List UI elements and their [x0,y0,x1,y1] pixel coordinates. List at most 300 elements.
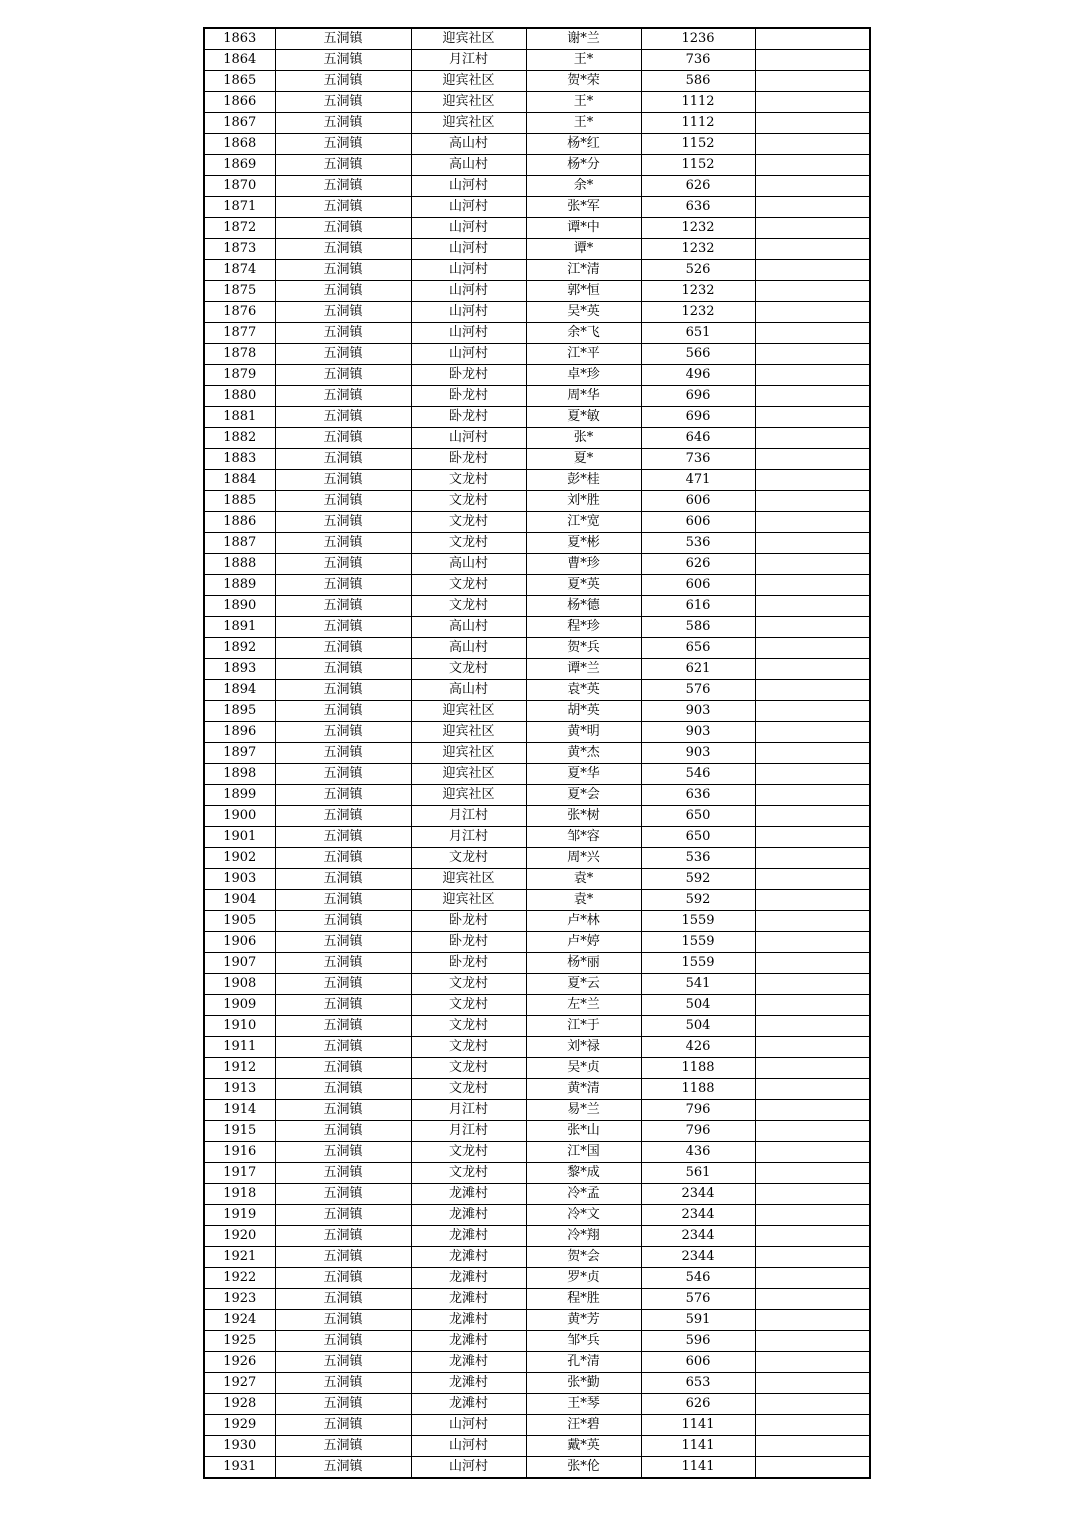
table-row [204,596,870,617]
note-cell [755,323,870,344]
serial-number-cell: 1900 [204,806,275,827]
village-cell: 山河村 [411,1436,526,1457]
village-cell: 迎宾社区 [411,701,526,722]
serial-number-cell: 1887 [204,533,275,554]
town-cell: 五洞镇 [275,1100,411,1121]
serial-number-cell: 1873 [204,239,275,260]
table-row [204,575,870,596]
table-row [204,1121,870,1142]
name-cell: 夏*英 [526,575,641,596]
village-cell: 龙滩村 [411,1352,526,1373]
note-cell [755,1016,870,1037]
serial-number-cell: 1902 [204,848,275,869]
note-cell [755,1247,870,1268]
town-cell: 五洞镇 [275,1184,411,1205]
name-cell: 戴*英 [526,1436,641,1457]
name-cell: 谭*中 [526,218,641,239]
note-cell [755,890,870,911]
village-cell: 迎宾社区 [411,92,526,113]
serial-number-cell: 1886 [204,512,275,533]
amount-cell: 621 [641,659,755,680]
village-cell: 文龙村 [411,1037,526,1058]
name-cell: 杨*红 [526,134,641,155]
town-cell: 五洞镇 [275,932,411,953]
table-row [204,827,870,848]
serial-number-cell: 1904 [204,890,275,911]
name-cell: 黄*清 [526,1079,641,1100]
town-cell: 五洞镇 [275,701,411,722]
amount-cell: 561 [641,1163,755,1184]
serial-number-cell: 1865 [204,71,275,92]
note-cell [755,785,870,806]
note-cell [755,1058,870,1079]
town-cell: 五洞镇 [275,680,411,701]
town-cell: 五洞镇 [275,743,411,764]
amount-cell: 903 [641,743,755,764]
village-cell: 文龙村 [411,470,526,491]
table-row [204,323,870,344]
serial-number-cell: 1929 [204,1415,275,1436]
town-cell: 五洞镇 [275,428,411,449]
town-cell: 五洞镇 [275,617,411,638]
serial-number-cell: 1890 [204,596,275,617]
town-cell: 五洞镇 [275,785,411,806]
amount-cell: 626 [641,554,755,575]
amount-cell: 653 [641,1373,755,1394]
amount-cell: 596 [641,1331,755,1352]
name-cell: 王*琴 [526,1394,641,1415]
town-cell: 五洞镇 [275,764,411,785]
amount-cell: 536 [641,848,755,869]
village-cell: 高山村 [411,638,526,659]
amount-cell: 586 [641,71,755,92]
amount-cell: 576 [641,680,755,701]
town-cell: 五洞镇 [275,638,411,659]
village-cell: 高山村 [411,134,526,155]
name-cell: 邹*容 [526,827,641,848]
village-cell: 山河村 [411,1415,526,1436]
note-cell [755,344,870,365]
village-cell: 迎宾社区 [411,743,526,764]
village-cell: 文龙村 [411,575,526,596]
table-body [204,28,870,1478]
amount-cell: 696 [641,407,755,428]
note-cell [755,218,870,239]
name-cell: 曹*珍 [526,554,641,575]
town-cell: 五洞镇 [275,281,411,302]
table-row [204,71,870,92]
table-row [204,974,870,995]
amount-cell: 1188 [641,1079,755,1100]
table-row [204,365,870,386]
village-cell: 文龙村 [411,1058,526,1079]
village-cell: 龙滩村 [411,1394,526,1415]
table-row [204,1436,870,1457]
note-cell [755,974,870,995]
town-cell: 五洞镇 [275,1247,411,1268]
town-cell: 五洞镇 [275,659,411,680]
town-cell: 五洞镇 [275,218,411,239]
amount-cell: 1188 [641,1058,755,1079]
serial-number-cell: 1916 [204,1142,275,1163]
name-cell: 袁* [526,869,641,890]
table-row [204,806,870,827]
amount-cell: 616 [641,596,755,617]
note-cell [755,407,870,428]
note-cell [755,617,870,638]
amount-cell: 903 [641,722,755,743]
village-cell: 山河村 [411,302,526,323]
village-cell: 山河村 [411,281,526,302]
note-cell [755,197,870,218]
village-cell: 文龙村 [411,974,526,995]
note-cell [755,638,870,659]
town-cell: 五洞镇 [275,1205,411,1226]
amount-cell: 650 [641,806,755,827]
town-cell: 五洞镇 [275,365,411,386]
name-cell: 张* [526,428,641,449]
town-cell: 五洞镇 [275,806,411,827]
amount-cell: 496 [641,365,755,386]
village-cell: 文龙村 [411,512,526,533]
serial-number-cell: 1883 [204,449,275,470]
village-cell: 文龙村 [411,659,526,680]
table-row [204,449,870,470]
village-cell: 龙滩村 [411,1184,526,1205]
village-cell: 迎宾社区 [411,71,526,92]
amount-cell: 526 [641,260,755,281]
town-cell: 五洞镇 [275,554,411,575]
amount-cell: 536 [641,533,755,554]
serial-number-cell: 1927 [204,1373,275,1394]
serial-number-cell: 1885 [204,491,275,512]
serial-number-cell: 1918 [204,1184,275,1205]
note-cell [755,1331,870,1352]
town-cell: 五洞镇 [275,1373,411,1394]
table-row [204,260,870,281]
table-row [204,176,870,197]
serial-number-cell: 1884 [204,470,275,491]
table-row [204,491,870,512]
note-cell [755,176,870,197]
serial-number-cell: 1920 [204,1226,275,1247]
name-cell: 余*飞 [526,323,641,344]
note-cell [755,1289,870,1310]
serial-number-cell: 1870 [204,176,275,197]
village-cell: 月江村 [411,827,526,848]
amount-cell: 1141 [641,1415,755,1436]
amount-cell: 1232 [641,281,755,302]
table-row [204,1268,870,1289]
note-cell [755,281,870,302]
note-cell [755,1268,870,1289]
town-cell: 五洞镇 [275,386,411,407]
town-cell: 五洞镇 [275,722,411,743]
amount-cell: 626 [641,1394,755,1415]
village-cell: 迎宾社区 [411,113,526,134]
serial-number-cell: 1925 [204,1331,275,1352]
note-cell [755,1142,870,1163]
town-cell: 五洞镇 [275,911,411,932]
serial-number-cell: 1889 [204,575,275,596]
note-cell [755,302,870,323]
serial-number-cell: 1876 [204,302,275,323]
note-cell [755,764,870,785]
note-cell [755,596,870,617]
table-row [204,617,870,638]
amount-cell: 736 [641,449,755,470]
name-cell: 江*清 [526,260,641,281]
village-cell: 山河村 [411,239,526,260]
amount-cell: 471 [641,470,755,491]
table-row [204,113,870,134]
village-cell: 文龙村 [411,1016,526,1037]
serial-number-cell: 1907 [204,953,275,974]
name-cell: 贺*兵 [526,638,641,659]
table-row [204,1457,870,1479]
amount-cell: 656 [641,638,755,659]
name-cell: 左*兰 [526,995,641,1016]
serial-number-cell: 1864 [204,50,275,71]
note-cell [755,92,870,113]
note-cell [755,1310,870,1331]
town-cell: 五洞镇 [275,995,411,1016]
serial-number-cell: 1888 [204,554,275,575]
note-cell [755,722,870,743]
note-cell [755,28,870,50]
town-cell: 五洞镇 [275,1037,411,1058]
note-cell [755,134,870,155]
note-cell [755,386,870,407]
amount-cell: 1152 [641,155,755,176]
amount-cell: 1141 [641,1457,755,1479]
town-cell: 五洞镇 [275,197,411,218]
village-cell: 山河村 [411,323,526,344]
name-cell: 卓*珍 [526,365,641,386]
data-table [203,27,871,1479]
table-row [204,1289,870,1310]
name-cell: 张*伦 [526,1457,641,1479]
amount-cell: 1152 [641,134,755,155]
table-row [204,869,870,890]
amount-cell: 591 [641,1310,755,1331]
town-cell: 五洞镇 [275,176,411,197]
name-cell: 谭* [526,239,641,260]
amount-cell: 636 [641,197,755,218]
village-cell: 高山村 [411,155,526,176]
serial-number-cell: 1863 [204,28,275,50]
town-cell: 五洞镇 [275,1436,411,1457]
table-row [204,1058,870,1079]
town-cell: 五洞镇 [275,1268,411,1289]
village-cell: 月江村 [411,806,526,827]
serial-number-cell: 1915 [204,1121,275,1142]
serial-number-cell: 1866 [204,92,275,113]
village-cell: 迎宾社区 [411,28,526,50]
name-cell: 杨*丽 [526,953,641,974]
name-cell: 夏* [526,449,641,470]
table-row [204,1205,870,1226]
town-cell: 五洞镇 [275,92,411,113]
table-row [204,911,870,932]
table-row [204,197,870,218]
serial-number-cell: 1913 [204,1079,275,1100]
serial-number-cell: 1921 [204,1247,275,1268]
amount-cell: 586 [641,617,755,638]
village-cell: 文龙村 [411,491,526,512]
amount-cell: 903 [641,701,755,722]
name-cell: 周*兴 [526,848,641,869]
serial-number-cell: 1928 [204,1394,275,1415]
town-cell: 五洞镇 [275,890,411,911]
amount-cell: 606 [641,512,755,533]
amount-cell: 2344 [641,1247,755,1268]
amount-cell: 736 [641,50,755,71]
table-row [204,1163,870,1184]
note-cell [755,1184,870,1205]
name-cell: 程*胜 [526,1289,641,1310]
town-cell: 五洞镇 [275,596,411,617]
name-cell: 邹*兵 [526,1331,641,1352]
serial-number-cell: 1924 [204,1310,275,1331]
table-row [204,953,870,974]
name-cell: 张*树 [526,806,641,827]
town-cell: 五洞镇 [275,1352,411,1373]
note-cell [755,155,870,176]
amount-cell: 566 [641,344,755,365]
serial-number-cell: 1909 [204,995,275,1016]
serial-number-cell: 1905 [204,911,275,932]
town-cell: 五洞镇 [275,1142,411,1163]
amount-cell: 576 [641,1289,755,1310]
amount-cell: 646 [641,428,755,449]
table-row [204,428,870,449]
name-cell: 贺*荣 [526,71,641,92]
table-row [204,743,870,764]
name-cell: 夏*彬 [526,533,641,554]
name-cell: 冷*孟 [526,1184,641,1205]
name-cell: 王* [526,113,641,134]
village-cell: 迎宾社区 [411,764,526,785]
name-cell: 刘*禄 [526,1037,641,1058]
table-row [204,344,870,365]
table-row [204,932,870,953]
name-cell: 夏*会 [526,785,641,806]
village-cell: 高山村 [411,554,526,575]
table-row [204,28,870,50]
town-cell: 五洞镇 [275,323,411,344]
note-cell [755,827,870,848]
town-cell: 五洞镇 [275,239,411,260]
serial-number-cell: 1906 [204,932,275,953]
town-cell: 五洞镇 [275,869,411,890]
note-cell [755,1163,870,1184]
amount-cell: 546 [641,1268,755,1289]
table-row [204,92,870,113]
village-cell: 文龙村 [411,1142,526,1163]
serial-number-cell: 1919 [204,1205,275,1226]
name-cell: 孔*清 [526,1352,641,1373]
amount-cell: 606 [641,491,755,512]
village-cell: 龙滩村 [411,1268,526,1289]
village-cell: 迎宾社区 [411,722,526,743]
village-cell: 迎宾社区 [411,890,526,911]
amount-cell: 1141 [641,1436,755,1457]
village-cell: 龙滩村 [411,1310,526,1331]
town-cell: 五洞镇 [275,1394,411,1415]
amount-cell: 504 [641,1016,755,1037]
name-cell: 冷*翔 [526,1226,641,1247]
name-cell: 黄*杰 [526,743,641,764]
town-cell: 五洞镇 [275,1310,411,1331]
serial-number-cell: 1869 [204,155,275,176]
town-cell: 五洞镇 [275,512,411,533]
note-cell [755,50,870,71]
amount-cell: 436 [641,1142,755,1163]
note-cell [755,995,870,1016]
village-cell: 卧龙村 [411,449,526,470]
name-cell: 卢*林 [526,911,641,932]
name-cell: 张*勤 [526,1373,641,1394]
table-row [204,533,870,554]
village-cell: 山河村 [411,1457,526,1479]
note-cell [755,512,870,533]
village-cell: 文龙村 [411,995,526,1016]
village-cell: 卧龙村 [411,953,526,974]
table-row [204,785,870,806]
table-row [204,407,870,428]
table-row [204,1394,870,1415]
amount-cell: 1232 [641,218,755,239]
note-cell [755,1352,870,1373]
village-cell: 山河村 [411,428,526,449]
name-cell: 袁*英 [526,680,641,701]
village-cell: 山河村 [411,260,526,281]
name-cell: 刘*胜 [526,491,641,512]
note-cell [755,869,870,890]
name-cell: 江*平 [526,344,641,365]
name-cell: 袁* [526,890,641,911]
table-row [204,1373,870,1394]
note-cell [755,1436,870,1457]
village-cell: 高山村 [411,617,526,638]
amount-cell: 1232 [641,239,755,260]
table-row [204,680,870,701]
village-cell: 文龙村 [411,1079,526,1100]
serial-number-cell: 1894 [204,680,275,701]
village-cell: 文龙村 [411,533,526,554]
town-cell: 五洞镇 [275,1226,411,1247]
amount-cell: 606 [641,1352,755,1373]
amount-cell: 651 [641,323,755,344]
serial-number-cell: 1897 [204,743,275,764]
town-cell: 五洞镇 [275,1457,411,1479]
village-cell: 卧龙村 [411,407,526,428]
table-row [204,239,870,260]
town-cell: 五洞镇 [275,1121,411,1142]
town-cell: 五洞镇 [275,974,411,995]
village-cell: 月江村 [411,1100,526,1121]
serial-number-cell: 1879 [204,365,275,386]
table-row [204,281,870,302]
serial-number-cell: 1872 [204,218,275,239]
table-row [204,722,870,743]
serial-number-cell: 1926 [204,1352,275,1373]
amount-cell: 541 [641,974,755,995]
note-cell [755,1100,870,1121]
note-cell [755,113,870,134]
note-cell [755,1415,870,1436]
